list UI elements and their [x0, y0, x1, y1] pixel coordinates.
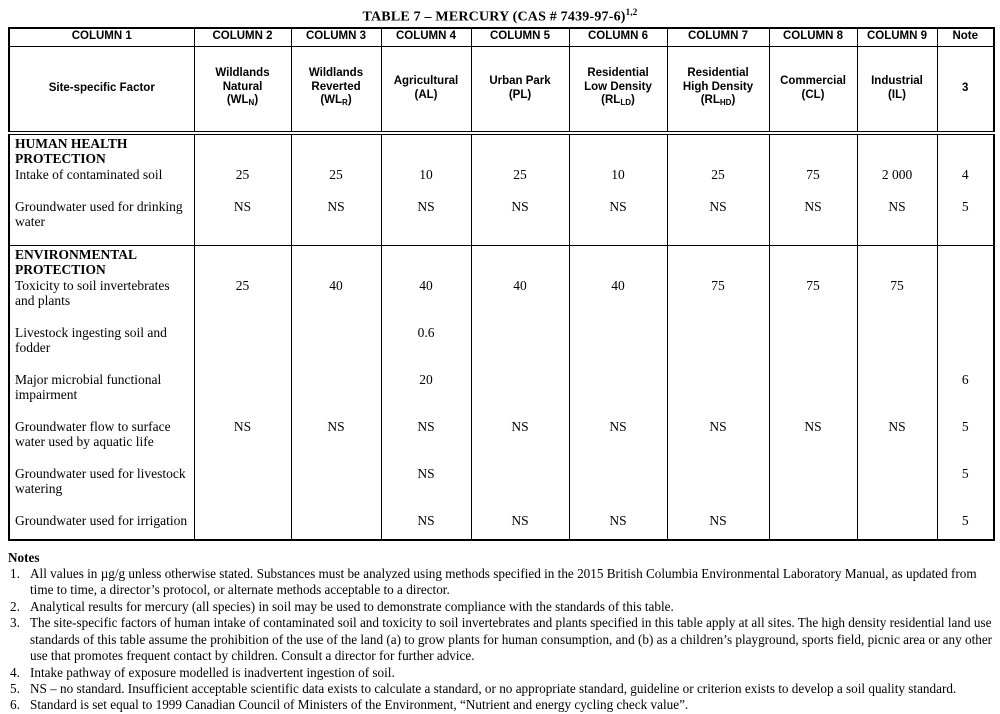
land-use-name-line: Urban Park — [489, 75, 551, 88]
standard-value: NS — [194, 198, 291, 246]
land-use-header-8 — [857, 46, 937, 133]
land-use-code — [295, 94, 378, 110]
standard-value: 25 — [194, 277, 291, 324]
note-number: 3. — [10, 615, 20, 631]
land-use-code — [475, 89, 566, 103]
note-text: The site-specific factors of human intake of contaminated soil and toxicity to soil invertebrates and plants specified in this table apply at all sites. The high density residential land use standards of this table assume the prohibition of the use of the land (a) to grow plants for human consumption, and (b) as a children’s playground, sports field, picnic area or any other use that promotes frequent contact by children. Consult a director for further advice. — [30, 615, 993, 664]
standard-value: NS — [667, 198, 769, 246]
note-item — [8, 615, 996, 664]
land-use-header-7 — [769, 46, 857, 133]
table-body — [9, 133, 994, 540]
standard-value: 25 — [471, 166, 569, 198]
land-use-code-post: ) — [347, 94, 352, 107]
empty-cell — [857, 245, 937, 277]
land-use-name-line: High Density — [682, 80, 754, 93]
land-use-name-line: Low Density — [584, 80, 652, 93]
empty-cell — [769, 133, 857, 166]
standard-value: 75 — [667, 277, 769, 324]
table-row — [9, 198, 994, 246]
note-text: NS – no standard. Insufficient acceptable scientific data exists to calculate a standard, or no appropriate standard, guideline or criterion exists to develop a soil quality standard. — [30, 680, 957, 696]
standard-value — [857, 371, 937, 418]
standard-value — [769, 324, 857, 371]
section-title: HUMAN HEALTH PROTECTION — [15, 135, 128, 166]
column-header-9: COLUMN 9 — [857, 28, 937, 47]
section-title: ENVIRONMENTAL PROTECTION — [15, 246, 137, 277]
column-header-1: COLUMN 1 — [9, 28, 194, 47]
note-ref — [937, 277, 994, 324]
land-use-code-pre: (RL — [601, 94, 621, 107]
section-title-row — [9, 245, 994, 277]
note-number: 1. — [10, 566, 20, 582]
note-header-value: 3 — [937, 46, 994, 133]
empty-cell — [569, 245, 667, 277]
land-use-name-line: Wildlands — [308, 67, 364, 80]
table-row — [9, 465, 994, 512]
empty-cell — [381, 245, 471, 277]
land-use-name-line: Residential — [587, 67, 649, 80]
standards-table — [8, 27, 995, 541]
land-use-code-sub: R — [342, 98, 348, 108]
standard-value: NS — [471, 198, 569, 246]
land-use-code-post: ) — [254, 94, 259, 107]
land-use-header-3 — [381, 46, 471, 133]
land-use-code-pre: (WL — [320, 94, 343, 107]
empty-cell — [769, 245, 857, 277]
standard-value — [769, 465, 857, 512]
note-ref: 5 — [937, 465, 994, 512]
column-header-2: COLUMN 2 — [194, 28, 291, 47]
standard-value: 10 — [381, 166, 471, 198]
standard-value — [667, 371, 769, 418]
land-use-code-post: ) — [433, 88, 438, 101]
standard-value — [291, 512, 381, 540]
standard-value — [471, 324, 569, 371]
standard-value: NS — [471, 512, 569, 540]
standard-value — [194, 324, 291, 371]
factor-label: Groundwater used for drinking water — [15, 198, 183, 229]
land-use-code — [198, 94, 288, 110]
note-number: 2. — [10, 598, 20, 614]
standard-value: NS — [769, 198, 857, 246]
land-use-name-line: Residential — [687, 67, 749, 80]
land-use-code-pre: (IL — [888, 88, 903, 101]
empty-cell — [857, 133, 937, 166]
standard-value — [194, 371, 291, 418]
standard-value: 75 — [857, 277, 937, 324]
land-use-code-pre: (WL — [226, 94, 249, 107]
standard-value — [769, 512, 857, 540]
table-title — [8, 5, 992, 25]
section-title-cell — [9, 133, 194, 166]
table-row — [9, 371, 994, 418]
standard-value — [769, 371, 857, 418]
notes-heading: Notes — [8, 549, 40, 565]
standard-value: NS — [381, 198, 471, 246]
empty-cell — [381, 133, 471, 166]
standard-value: NS — [569, 512, 667, 540]
standard-value: NS — [569, 198, 667, 246]
table-row — [9, 324, 994, 371]
column-header-6: COLUMN 6 — [569, 28, 667, 47]
land-use-code-sub: LD — [620, 98, 631, 108]
table-header — [9, 28, 994, 133]
note-item — [8, 681, 996, 697]
note-ref: 5 — [937, 198, 994, 246]
note-ref: 4 — [937, 166, 994, 198]
note-ref: 5 — [937, 418, 994, 465]
land-use-header-2 — [291, 46, 381, 133]
empty-cell — [569, 133, 667, 166]
land-use-header-row — [9, 46, 994, 133]
land-use-code-post: ) — [731, 94, 736, 107]
standard-value — [471, 465, 569, 512]
column-header-8: COLUMN 8 — [769, 28, 857, 47]
standard-value — [471, 371, 569, 418]
standard-value — [194, 512, 291, 540]
land-use-code-post: ) — [902, 88, 906, 101]
land-use-code-sub: N — [248, 98, 255, 108]
standard-value: NS — [381, 418, 471, 465]
land-use-code-post: ) — [820, 88, 825, 101]
note-number: 4. — [10, 664, 20, 680]
factor-label: Groundwater used for livestock watering — [15, 465, 186, 496]
land-use-code-pre: (RL — [700, 94, 720, 107]
standard-value: 75 — [769, 277, 857, 324]
note-item — [8, 665, 996, 681]
land-use-name-line: Wildlands — [215, 67, 270, 80]
factor-header: Site-specific Factor — [9, 46, 194, 133]
standard-value — [291, 465, 381, 512]
standard-value — [667, 324, 769, 371]
standard-value — [194, 465, 291, 512]
land-use-code — [773, 89, 854, 103]
standard-value: 75 — [769, 166, 857, 198]
standard-value — [857, 324, 937, 371]
land-use-code — [671, 94, 766, 110]
empty-cell — [291, 133, 381, 166]
standard-value: NS — [769, 418, 857, 465]
standard-value: 25 — [291, 166, 381, 198]
factor-label: Livestock ingesting soil and fodder — [15, 324, 167, 355]
note-number: 6. — [10, 697, 20, 713]
note-ref: 5 — [937, 512, 994, 540]
land-use-code-post: ) — [631, 94, 635, 107]
table-row — [9, 512, 994, 540]
land-use-name-line: Commercial — [780, 75, 846, 88]
standard-value: 2 000 — [857, 166, 937, 198]
standard-value — [569, 371, 667, 418]
note-item — [8, 697, 996, 713]
table-row — [9, 277, 994, 324]
note-text: Analytical results for mercury (all species) in soil may be used to demonstrate compliance with the standards of this table. — [30, 598, 674, 614]
land-use-header-1 — [194, 46, 291, 133]
column-header-5: COLUMN 5 — [471, 28, 569, 47]
note-text: Intake pathway of exposure modelled is inadvertent ingestion of soil. — [30, 664, 395, 680]
land-use-code — [573, 94, 664, 110]
land-use-name-line: Natural — [222, 80, 263, 93]
column-header-7: COLUMN 7 — [667, 28, 769, 47]
note-ref: 6 — [937, 371, 994, 418]
factor-label: Major microbial functional impairment — [15, 371, 162, 402]
land-use-code-pre: (AL — [414, 88, 434, 101]
standard-value — [857, 512, 937, 540]
standard-value: 25 — [194, 166, 291, 198]
empty-note-cell — [937, 133, 994, 166]
factor-label: Intake of contaminated soil — [15, 166, 163, 182]
empty-note-cell — [937, 245, 994, 277]
land-use-code — [385, 89, 468, 103]
land-use-code — [861, 89, 934, 103]
empty-cell — [667, 133, 769, 166]
section-title-cell — [9, 245, 194, 277]
column-header-10: Note — [937, 28, 994, 47]
empty-cell — [194, 245, 291, 277]
standard-value: NS — [381, 512, 471, 540]
standard-value: NS — [471, 418, 569, 465]
table-title-superscript: 1,2 — [625, 7, 638, 17]
empty-cell — [667, 245, 769, 277]
notes-section — [8, 550, 996, 714]
note-number: 5. — [10, 680, 20, 696]
standard-value: 10 — [569, 166, 667, 198]
standard-value: 25 — [667, 166, 769, 198]
land-use-name-line: Agricultural — [393, 75, 459, 88]
standard-value: NS — [569, 418, 667, 465]
column-header-4: COLUMN 4 — [381, 28, 471, 47]
standard-value — [569, 324, 667, 371]
land-use-header-5 — [569, 46, 667, 133]
standard-value: NS — [857, 418, 937, 465]
standard-value: 40 — [471, 277, 569, 324]
standard-value: 40 — [381, 277, 471, 324]
standard-value: NS — [857, 198, 937, 246]
standard-value: NS — [291, 198, 381, 246]
column-header-3: COLUMN 3 — [291, 28, 381, 47]
standard-value — [667, 465, 769, 512]
empty-cell — [194, 133, 291, 166]
factor-label: Toxicity to soil invertebrates and plants — [15, 277, 170, 308]
land-use-header-4 — [471, 46, 569, 133]
standard-value — [291, 324, 381, 371]
standard-value — [291, 371, 381, 418]
land-use-name-line: Industrial — [871, 75, 923, 88]
land-use-code-pre: (CL — [801, 88, 821, 101]
land-use-name-line: Reverted — [311, 80, 361, 93]
land-use-code-post: ) — [527, 88, 532, 101]
column-header-row — [9, 28, 994, 47]
land-use-code-pre: (PL — [508, 88, 528, 101]
note-text: All values in µg/g unless otherwise stated. Substances must be analyzed using methods specified in the 2015 British Columbia Environmental Laboratory Manual, as updated from time to time, a director’s protocol, or alternate methods acceptable to a director. — [30, 566, 977, 598]
empty-cell — [471, 133, 569, 166]
standard-value: 0.6 — [381, 324, 471, 371]
standard-value: NS — [381, 465, 471, 512]
standard-value: 40 — [291, 277, 381, 324]
standard-value: NS — [194, 418, 291, 465]
section-title-row — [9, 133, 994, 166]
standard-value: NS — [667, 512, 769, 540]
table-row — [9, 418, 994, 465]
note-text: Standard is set equal to 1999 Canadian Council of Ministers of the Environment, “Nutrient and energy cycling check value”. — [30, 697, 689, 713]
note-item — [8, 599, 996, 615]
standard-value: NS — [667, 418, 769, 465]
standard-value — [857, 465, 937, 512]
table-row — [9, 166, 994, 198]
standard-value — [569, 465, 667, 512]
note-item — [8, 566, 996, 599]
table-title-text: TABLE 7 – MERCURY (CAS # 7439-97-6) — [362, 9, 626, 25]
standard-value: 40 — [569, 277, 667, 324]
land-use-code-sub: HD — [719, 98, 732, 108]
factor-label: Groundwater flow to surface water used by aquatic life — [15, 418, 171, 449]
land-use-header-6 — [667, 46, 769, 133]
standard-value: 20 — [381, 371, 471, 418]
standard-value: NS — [291, 418, 381, 465]
factor-label: Groundwater used for irrigation — [15, 512, 188, 528]
empty-cell — [471, 245, 569, 277]
notes-list — [8, 566, 996, 714]
note-ref — [937, 324, 994, 371]
empty-cell — [291, 245, 381, 277]
